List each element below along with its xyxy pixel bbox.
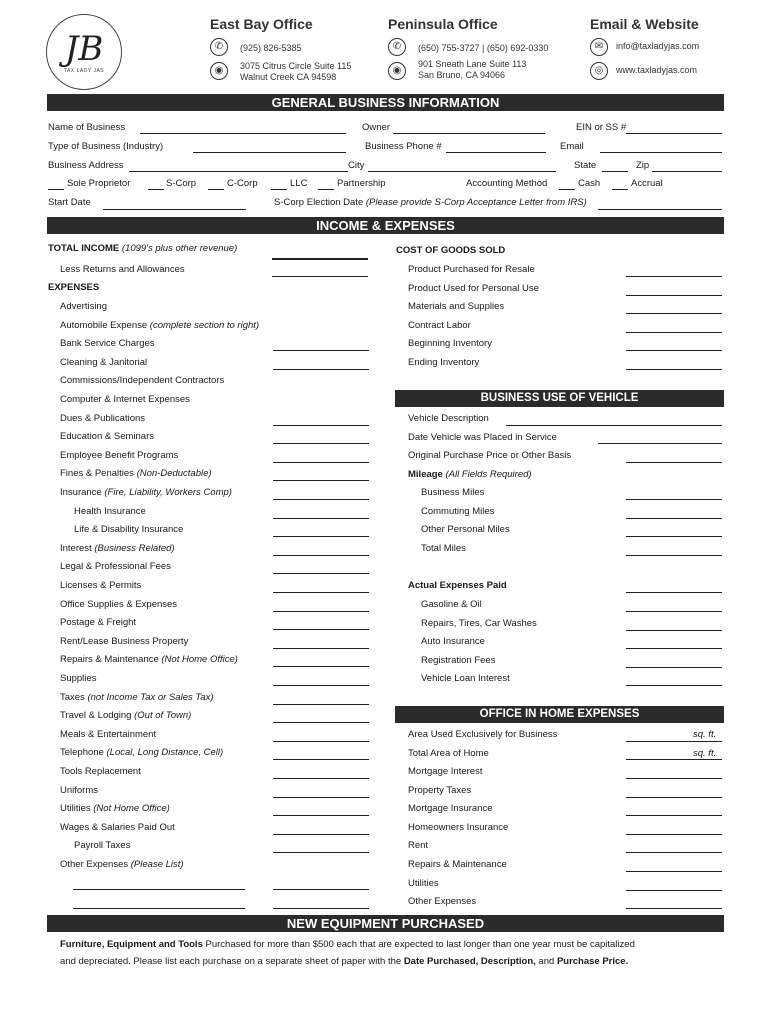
actual-expense-label: Repairs, Tires, Car Washes bbox=[421, 617, 537, 629]
home-office-item-label: Mortgage Insurance bbox=[408, 803, 493, 815]
expense-label: Office Supplies & Expenses bbox=[60, 598, 178, 610]
c-corp-label: C-Corp bbox=[227, 178, 258, 189]
contact-email[interactable]: info@taxladyjas.com bbox=[616, 41, 700, 51]
home-office-item-label: Rent bbox=[408, 840, 429, 852]
expense-label: Licenses & Permits bbox=[60, 580, 142, 591]
expense-label: Rent/Lease Business Property bbox=[60, 635, 189, 647]
name-of-business-field[interactable] bbox=[140, 133, 346, 134]
actual-expense-field[interactable] bbox=[626, 685, 722, 686]
cogs-item-label: Product Purchased for Resale bbox=[408, 264, 535, 275]
home-office-amount-field[interactable] bbox=[626, 797, 722, 798]
sqft-unit: sq. ft. bbox=[693, 748, 717, 759]
business-phone-label: Business Phone # bbox=[365, 141, 442, 152]
expense-label: Uniforms bbox=[60, 784, 99, 796]
mileage-item-label: Commuting Miles bbox=[421, 505, 495, 517]
mileage-heading: Mileage (All Fields Required) bbox=[408, 469, 532, 480]
actual-expense-field[interactable] bbox=[626, 667, 722, 668]
expense-label: Wages & Salaries Paid Out bbox=[60, 821, 175, 833]
expense-label: Postage & Freight bbox=[60, 617, 137, 629]
other-expense-line-1[interactable] bbox=[73, 889, 245, 890]
globe-icon: ◎ bbox=[590, 62, 608, 80]
expense-label: Commissions/Independent Contractors bbox=[60, 375, 225, 387]
area-used-field[interactable] bbox=[626, 741, 722, 742]
less-returns-field[interactable] bbox=[272, 276, 368, 277]
cogs-item-label: Contract Labor bbox=[408, 319, 471, 331]
mileage-item-label: Other Personal Miles bbox=[421, 524, 510, 536]
expense-amount-field[interactable] bbox=[273, 611, 369, 612]
expense-label: Payroll Taxes bbox=[74, 840, 131, 852]
expense-label: Cleaning & Janitorial bbox=[60, 356, 148, 368]
expense-label: Computer & Internet Expenses bbox=[60, 394, 190, 405]
expense-label: Insurance (Fire, Liability, Workers Comp) bbox=[60, 487, 232, 498]
actual-expenses-field[interactable] bbox=[626, 592, 722, 593]
state-field[interactable] bbox=[602, 171, 628, 172]
equipment-text-line-1: Furniture, Equipment and Tools Purchased for more than $500 each that are expected to last longer than one year must be capitalized bbox=[60, 939, 635, 950]
date-placed-label: Date Vehicle was Placed in Service bbox=[408, 432, 557, 443]
less-returns-label: Less Returns and Allowances bbox=[60, 264, 185, 275]
expense-amount-field[interactable] bbox=[273, 499, 369, 500]
peninsula-address-1: 901 Sneath Lane Suite 113 bbox=[418, 59, 527, 69]
other-expense-amount-2[interactable] bbox=[273, 908, 369, 909]
peninsula-phone: (650) 755-3727 | (650) 692-0330 bbox=[418, 43, 549, 53]
owner-field[interactable] bbox=[393, 133, 545, 134]
expense-label: Taxes (not Income Tax or Sales Tax) bbox=[60, 691, 214, 703]
other-expense-amount-1[interactable] bbox=[273, 889, 369, 890]
mileage-field[interactable] bbox=[626, 555, 722, 556]
expense-amount-field[interactable] bbox=[273, 834, 369, 835]
cogs-item-label: Ending Inventory bbox=[408, 357, 480, 368]
s-corp-checkbox[interactable] bbox=[148, 189, 164, 190]
phone-icon: ✆ bbox=[388, 38, 406, 56]
cash-label: Cash bbox=[578, 178, 601, 189]
expense-amount-field[interactable] bbox=[273, 518, 369, 519]
expense-label: Other Expenses (Please List) bbox=[60, 859, 184, 870]
home-office-item-label: Mortgage Interest bbox=[408, 766, 483, 777]
expense-amount-field[interactable] bbox=[273, 704, 369, 705]
expense-amount-field[interactable] bbox=[273, 555, 369, 556]
expense-amount-field[interactable] bbox=[273, 629, 369, 630]
cash-checkbox[interactable] bbox=[559, 189, 575, 190]
contact-title: Email & Website bbox=[590, 16, 699, 32]
cogs-item-label: Materials and Supplies bbox=[408, 301, 505, 313]
vehicle-description-field[interactable] bbox=[506, 425, 722, 426]
east-bay-address-2: Walnut Creek CA 94598 bbox=[240, 72, 337, 82]
expense-amount-field[interactable] bbox=[273, 592, 369, 593]
email-label: Email bbox=[560, 141, 584, 152]
home-office-amount-field[interactable] bbox=[626, 852, 722, 853]
east-bay-phone: (925) 826-5385 bbox=[240, 43, 302, 53]
company-logo bbox=[46, 14, 122, 90]
expense-amount-field[interactable] bbox=[273, 648, 369, 649]
expense-amount-field[interactable] bbox=[273, 425, 369, 426]
total-income-field[interactable] bbox=[272, 258, 368, 260]
expense-amount-field[interactable] bbox=[273, 573, 369, 574]
equipment-text-line-2: and depreciated. Please list each purchase on a separate sheet of paper with the Date Purchased, Description, and Purchase Price. bbox=[60, 956, 629, 967]
location-pin-icon: ◉ bbox=[388, 62, 406, 80]
actual-expense-label: Vehicle Loan Interest bbox=[421, 673, 510, 685]
type-of-business-label: Type of Business (Industry) bbox=[48, 141, 164, 152]
logo-ring-text: TAX LADY JAS bbox=[63, 68, 105, 74]
home-office-section-bar: OFFICE IN HOME EXPENSES bbox=[395, 706, 724, 723]
home-office-amount-field[interactable] bbox=[626, 908, 722, 909]
income-section-bar: INCOME & EXPENSES bbox=[47, 217, 724, 234]
location-pin-icon: ◉ bbox=[210, 62, 228, 80]
ein-label: EIN or SS # bbox=[576, 122, 627, 133]
accrual-checkbox[interactable] bbox=[612, 189, 628, 190]
expense-amount-field[interactable] bbox=[273, 462, 369, 463]
owner-label: Owner bbox=[362, 122, 390, 133]
home-office-amount-field[interactable] bbox=[626, 834, 722, 835]
accrual-label: Accrual bbox=[631, 178, 663, 189]
c-corp-checkbox[interactable] bbox=[208, 189, 224, 190]
state-label: State bbox=[574, 160, 597, 171]
expense-label: Education & Seminars bbox=[60, 431, 154, 443]
cogs-amount-field[interactable] bbox=[626, 369, 722, 370]
type-of-business-field[interactable] bbox=[193, 152, 346, 153]
east-bay-address-1: 3075 Citrus Circle Suite 115 bbox=[240, 61, 352, 71]
expense-label: Health Insurance bbox=[74, 505, 146, 517]
contact-website[interactable]: www.taxladyjas.com bbox=[616, 65, 698, 75]
zip-label: Zip bbox=[636, 160, 650, 171]
mileage-field[interactable] bbox=[626, 518, 722, 519]
general-section-bar: GENERAL BUSINESS INFORMATION bbox=[47, 94, 724, 111]
mileage-item-label: Total Miles bbox=[421, 542, 466, 554]
sole-proprietor-label: Sole Proprietor bbox=[67, 178, 131, 189]
expense-label: Advertising bbox=[60, 301, 107, 312]
phone-icon: ✆ bbox=[210, 38, 228, 56]
accounting-method-label: Accounting Method bbox=[466, 178, 548, 189]
expense-amount-field[interactable] bbox=[273, 797, 369, 798]
expense-label: Interest (Business Related) bbox=[60, 542, 175, 554]
home-office-amount-field[interactable] bbox=[626, 778, 722, 779]
expense-label: Legal & Professional Fees bbox=[60, 561, 171, 573]
actual-expense-field[interactable] bbox=[626, 611, 722, 612]
email-icon: ✉ bbox=[590, 38, 608, 56]
expense-amount-field[interactable] bbox=[273, 685, 369, 686]
mileage-item-label: Business Miles bbox=[421, 487, 485, 498]
sqft-unit: sq. ft. bbox=[693, 729, 717, 740]
mileage-field[interactable] bbox=[626, 499, 722, 500]
expense-amount-field[interactable] bbox=[273, 536, 369, 537]
expense-label: Telephone (Local, Long Distance, Cell) bbox=[60, 747, 224, 759]
city-label: City bbox=[348, 160, 365, 171]
expense-label: Automobile Expense (complete section to right) bbox=[60, 319, 260, 331]
ein-field[interactable] bbox=[626, 133, 722, 134]
expense-amount-field[interactable] bbox=[273, 722, 369, 723]
expense-amount-field[interactable] bbox=[273, 741, 369, 742]
s-corp-election-label: S-Corp Election Date (Please provide S-Corp Acceptance Letter from IRS) bbox=[274, 197, 587, 208]
expense-amount-field[interactable] bbox=[273, 350, 369, 351]
expense-amount-field[interactable] bbox=[273, 369, 369, 370]
expense-label: Meals & Entertainment bbox=[60, 728, 157, 740]
home-office-amount-field[interactable] bbox=[626, 871, 722, 872]
expense-label: Fines & Penalties (Non-Deductable) bbox=[60, 468, 212, 480]
actual-expense-field[interactable] bbox=[626, 648, 722, 649]
expense-amount-field[interactable] bbox=[273, 666, 369, 667]
home-office-item-label: Property Taxes bbox=[408, 784, 472, 796]
actual-expense-label: Auto Insurance bbox=[421, 636, 485, 648]
expense-amount-field[interactable] bbox=[273, 480, 369, 481]
total-area-label: Total Area of Home bbox=[408, 748, 489, 759]
partnership-checkbox[interactable] bbox=[318, 189, 334, 190]
actual-expense-label: Registration Fees bbox=[421, 654, 496, 666]
llc-label: LLC bbox=[290, 178, 308, 189]
home-office-item-label: Other Expenses bbox=[408, 896, 477, 908]
vehicle-section-bar: BUSINESS USE OF VEHICLE bbox=[395, 390, 724, 407]
email-field[interactable] bbox=[600, 152, 722, 153]
cogs-amount-field[interactable] bbox=[626, 350, 722, 351]
cogs-item-label: Product Used for Personal Use bbox=[408, 282, 539, 294]
expense-label: Bank Service Charges bbox=[60, 338, 155, 350]
cogs-amount-field[interactable] bbox=[626, 332, 722, 333]
date-placed-field[interactable] bbox=[598, 443, 722, 444]
start-date-label: Start Date bbox=[48, 197, 91, 208]
expense-amount-field[interactable] bbox=[273, 852, 369, 853]
name-of-business-label: Name of Business bbox=[48, 122, 126, 133]
business-address-field[interactable] bbox=[129, 171, 348, 172]
expense-label: Dues & Publications bbox=[60, 412, 146, 424]
expense-label: Life & Disability Insurance bbox=[74, 524, 184, 536]
expense-amount-field[interactable] bbox=[273, 759, 369, 760]
expense-label: Supplies bbox=[60, 673, 97, 684]
cogs-amount-field[interactable] bbox=[626, 313, 722, 314]
home-office-item-label: Utilities bbox=[408, 877, 439, 889]
peninsula-address-2: San Bruno, CA 94066 bbox=[418, 70, 506, 80]
other-expense-line-2[interactable] bbox=[73, 908, 245, 909]
total-income-label: TOTAL INCOME (1099's plus other revenue) bbox=[48, 243, 238, 254]
expenses-heading: EXPENSES bbox=[48, 282, 100, 293]
home-office-item-label: Repairs & Maintenance bbox=[408, 859, 507, 870]
city-field[interactable] bbox=[368, 171, 556, 172]
expense-amount-field[interactable] bbox=[273, 815, 369, 816]
east-bay-title: East Bay Office bbox=[210, 16, 313, 32]
llc-checkbox[interactable] bbox=[271, 189, 287, 190]
equipment-section-bar: NEW EQUIPMENT PURCHASED bbox=[47, 915, 724, 932]
expense-label: Travel & Lodging (Out of Town) bbox=[60, 710, 192, 722]
partnership-label: Partnership bbox=[337, 178, 386, 189]
expense-label: Tools Replacement bbox=[60, 766, 141, 777]
cogs-item-label: Beginning Inventory bbox=[408, 338, 492, 350]
original-price-label: Original Purchase Price or Other Basis bbox=[408, 450, 572, 461]
sole-proprietor-checkbox[interactable] bbox=[48, 189, 64, 190]
logo-monogram: JB bbox=[64, 29, 104, 69]
business-phone-field[interactable] bbox=[446, 152, 546, 153]
cogs-heading: COST OF GOODS SOLD bbox=[396, 245, 506, 256]
actual-expenses-heading: Actual Expenses Paid bbox=[408, 580, 507, 591]
start-date-field[interactable] bbox=[103, 209, 246, 210]
s-corp-label: S-Corp bbox=[166, 178, 197, 189]
expense-amount-field[interactable] bbox=[273, 778, 369, 779]
zip-field[interactable] bbox=[652, 171, 722, 172]
actual-expense-label: Gasoline & Oil bbox=[421, 599, 482, 610]
expense-label: Utilities (Not Home Office) bbox=[60, 803, 170, 815]
business-address-label: Business Address bbox=[48, 160, 124, 171]
vehicle-description-label: Vehicle Description bbox=[408, 413, 489, 424]
area-used-label: Area Used Exclusively for Business bbox=[408, 729, 558, 740]
actual-expense-field[interactable] bbox=[626, 630, 722, 631]
cogs-amount-field[interactable] bbox=[626, 295, 722, 296]
peninsula-title: Peninsula Office bbox=[388, 16, 498, 32]
original-price-field[interactable] bbox=[626, 462, 722, 463]
expense-amount-field[interactable] bbox=[273, 443, 369, 444]
mileage-field[interactable] bbox=[626, 536, 722, 537]
home-office-amount-field[interactable] bbox=[626, 815, 722, 816]
cogs-amount-field[interactable] bbox=[626, 276, 722, 277]
home-office-item-label: Homeowners Insurance bbox=[408, 821, 509, 833]
expense-label: Repairs & Maintenance (Not Home Office) bbox=[60, 654, 238, 666]
s-corp-election-field[interactable] bbox=[598, 209, 722, 210]
home-office-amount-field[interactable] bbox=[626, 890, 722, 891]
expense-label: Employee Benefit Programs bbox=[60, 449, 179, 461]
